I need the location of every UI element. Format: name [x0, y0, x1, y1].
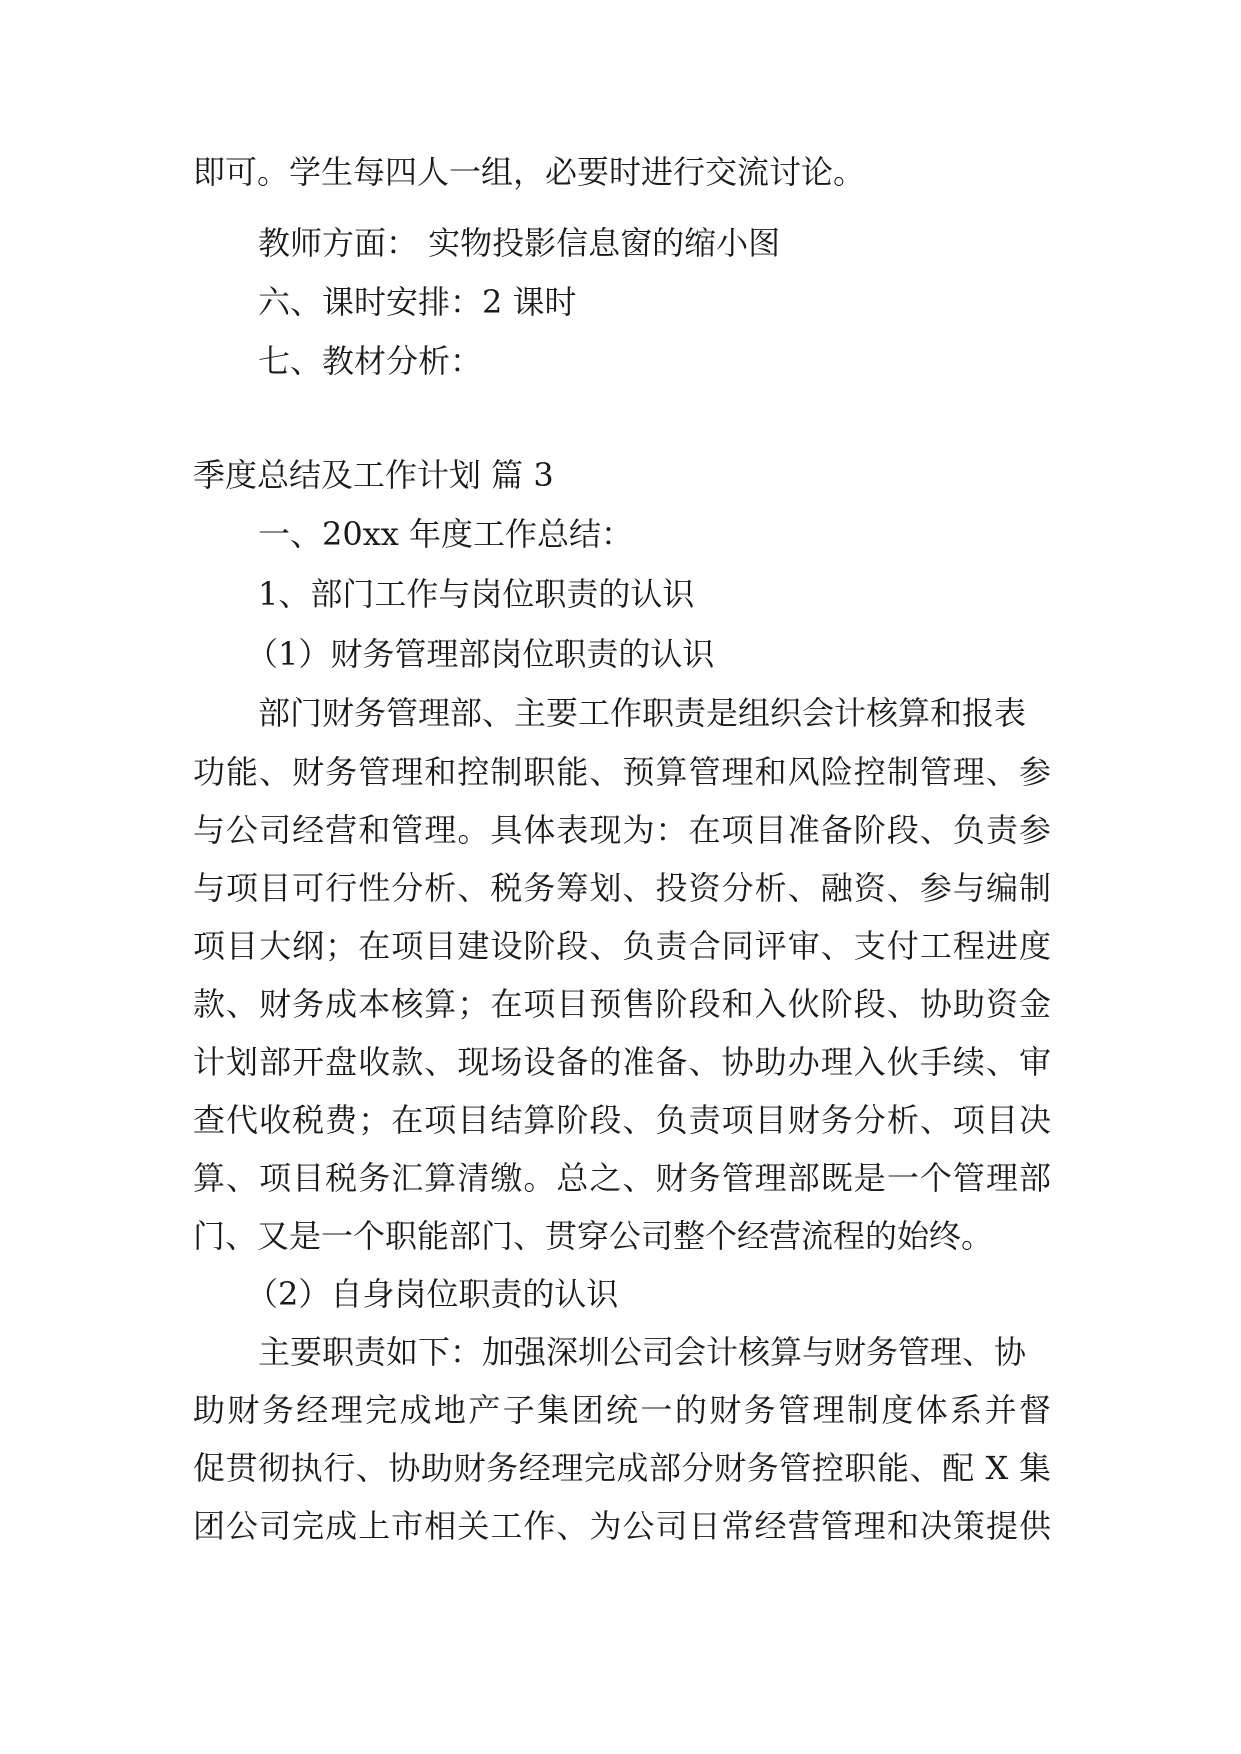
paragraph-line: 查代收税费；在项目结算阶段、负责项目财务分析、项目决 [193, 1101, 1051, 1139]
paragraph-line: 款、财务成本核算；在项目预售阶段和入伙阶段、协助资金 [193, 985, 1051, 1023]
heading-2: 1、部门工作与岗位职责的认识 [258, 575, 695, 613]
paragraph-line: 功能、财务管理和控制职能、预算管理和风险控制管理、参 [193, 753, 1051, 791]
heading-1: 一、20xx 年度工作总结： [258, 515, 633, 553]
paragraph-line: 门、又是一个职能部门、贯穿公司整个经营流程的始终。 [193, 1217, 994, 1255]
paragraph-line: 与项目可行性分析、税务筹划、投资分析、融资、参与编制 [193, 869, 1051, 907]
heading-3a: （1）财务管理部岗位职责的认识 [246, 635, 715, 673]
analysis-heading: 七、教材分析： [258, 342, 483, 380]
paragraph-line: 即可。学生每四人一组，必要时进行交流讨论。 [193, 153, 866, 191]
teacher-line: 教师方面： 实物投影信息窗的缩小图 [258, 224, 781, 262]
paragraph-line: 促贯彻执行、协助财务经理完成部分财务管控职能、配 X 集 [193, 1449, 1051, 1487]
paragraph-line: 助财务经理完成地产子集团统一的财务管理制度体系并督 [193, 1391, 1051, 1429]
paragraph-line: 算、项目税务汇算清缴。总之、财务管理部既是一个管理部 [193, 1159, 1051, 1197]
paragraph-line: 团公司完成上市相关工作、为公司日常经营管理和决策提供 [193, 1507, 1051, 1545]
paragraph-line: 与公司经营和管理。具体表现为：在项目准备阶段、负责参 [193, 811, 1051, 849]
section-title: 季度总结及工作计划 篇 3 [193, 456, 554, 494]
paragraph-line: 主要职责如下：加强深圳公司会计核算与财务管理、协 [258, 1333, 1027, 1371]
paragraph-line: 计划部开盘收款、现场设备的准备、协助办理入伙手续、审 [193, 1043, 1051, 1081]
heading-3b: （2）自身岗位职责的认识 [246, 1275, 619, 1313]
schedule-line: 六、课时安排：2 课时 [258, 283, 577, 321]
paragraph-line: 部门财务管理部、主要工作职责是组织会计核算和报表 [258, 694, 1027, 732]
paragraph-line: 项目大纲；在项目建设阶段、负责合同评审、支付工程进度 [193, 927, 1051, 965]
